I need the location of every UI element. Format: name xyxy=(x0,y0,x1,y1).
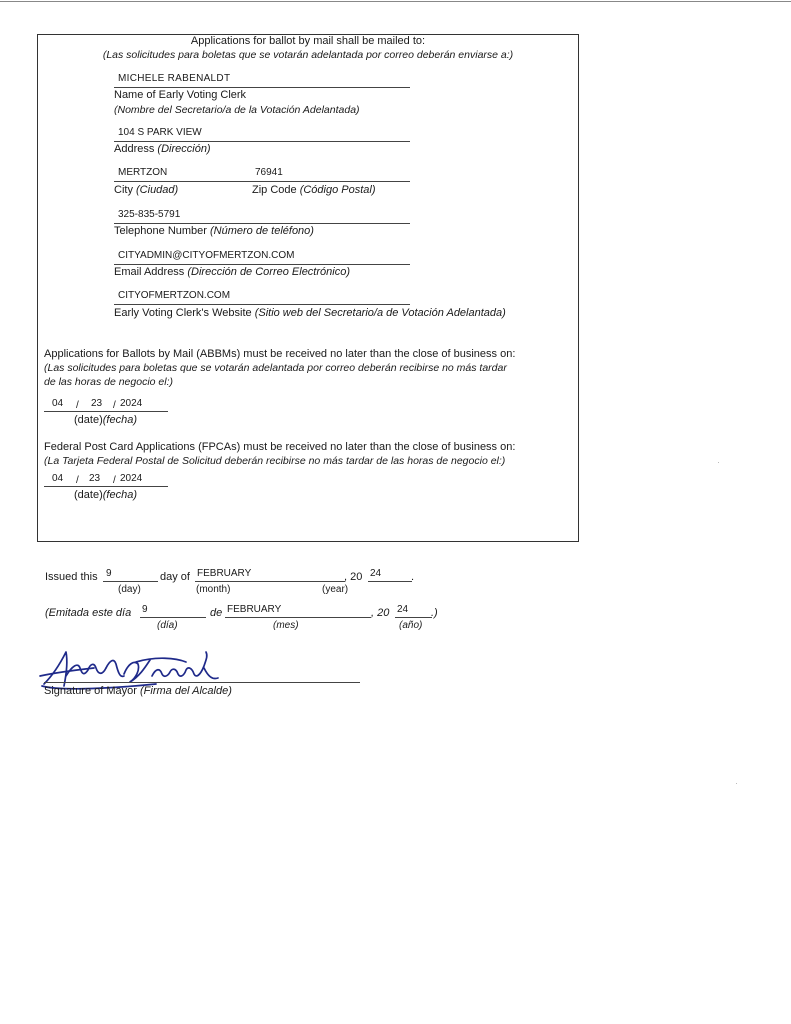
issued-es-prefix: (Emitada este día xyxy=(45,607,132,619)
issued-es-year-label: (año) xyxy=(399,620,423,631)
issued-day-line xyxy=(103,581,158,582)
website-label-es: (Sitio web del Secretario/a de Votación Adelantada) xyxy=(254,307,506,319)
phone-label xyxy=(114,225,314,237)
header-title-es: (Las solicitudes para boletas que se votarán adelantada por correo deberán enviarse a:) xyxy=(102,49,514,61)
address-label-es: (Dirección) xyxy=(157,143,211,155)
issued-month-line xyxy=(195,581,345,582)
city-label-en: City xyxy=(114,184,133,196)
issued-day-value: 9 xyxy=(106,568,112,579)
clerk-name-label-es: (Nombre del Secretario/a de la Votación Adelantada) xyxy=(114,104,360,116)
issued-year-line xyxy=(368,581,412,582)
issued-es-month-label: (mes) xyxy=(273,620,299,631)
zip-label-en: Zip Code xyxy=(252,184,297,196)
website-value: CITYOFMERTZON.COM xyxy=(118,290,231,301)
phone-line xyxy=(114,223,410,224)
fpca-year: 2024 xyxy=(120,473,143,484)
page-top-rule xyxy=(0,1,791,2)
zip-label-es: (Código Postal) xyxy=(299,184,376,196)
signature-label-en: Signature of Mayor xyxy=(44,685,137,697)
clerk-name-line xyxy=(114,87,410,88)
fpca-deadline-text: Federal Post Card Applications (FPCAs) must be received no later than the close of business on: xyxy=(44,441,516,453)
issued-prefix: Issued this xyxy=(45,571,98,583)
email-label-es: (Dirección de Correo Electrónico) xyxy=(187,266,350,278)
website-label xyxy=(114,307,506,319)
issued-period: . xyxy=(411,571,415,583)
scan-speck xyxy=(736,783,737,784)
issued-es-de: de xyxy=(210,607,223,619)
issued-day-label: (day) xyxy=(118,584,141,595)
fpca-day: 23 xyxy=(89,473,101,484)
abbm-date-label-es: (fecha) xyxy=(102,414,137,426)
issued-es-year-line xyxy=(395,617,432,618)
issued-year-label: (year) xyxy=(322,584,349,595)
fpca-date-label-es: (fecha) xyxy=(102,489,137,501)
website-label-en: Early Voting Clerk's Website xyxy=(114,307,252,319)
city-label-es: (Ciudad) xyxy=(136,184,179,196)
phone-value: 325-835-5791 xyxy=(118,209,181,220)
email-line xyxy=(114,264,410,265)
abbm-month: 04 xyxy=(52,398,64,409)
address-label xyxy=(114,143,211,155)
abbm-deadline-text: Applications for Ballots by Mail (ABBMs) must be received no later than the close of business on: xyxy=(44,348,516,360)
email-label xyxy=(114,266,350,278)
clerk-name-label: Name of Early Voting Clerk xyxy=(114,89,247,101)
issued-es-day-label: (día) xyxy=(157,620,178,631)
phone-label-en: Telephone Number xyxy=(114,225,207,237)
abbm-deadline-text-es-1: (Las solicitudes para boletas que se votarán adelantada por correo deberán recibirse no más tardar xyxy=(44,362,507,374)
city-value: MERTZON xyxy=(118,167,168,178)
fpca-month: 04 xyxy=(52,473,64,484)
abbm-date-line xyxy=(44,411,168,412)
fpca-slash-1: / xyxy=(76,475,79,486)
zip-value: 76941 xyxy=(255,167,283,178)
email-label-en: Email Address xyxy=(114,266,185,278)
issued-month-label: (month) xyxy=(196,584,231,595)
fpca-date-label-en: (date) xyxy=(74,489,103,501)
address-line xyxy=(114,141,410,142)
abbm-slash-2: / xyxy=(113,400,116,411)
fpca-slash-2: / xyxy=(113,475,116,486)
abbm-date-label-en: (date) xyxy=(74,414,103,426)
abbm-deadline-text-es-2: de las horas de negocio el:) xyxy=(44,376,173,388)
zip-label xyxy=(252,184,376,196)
issued-year-value: 24 xyxy=(370,568,382,579)
signature-label-es: (Firma del Alcalde) xyxy=(140,685,232,697)
issued-es-year-value: 24 xyxy=(397,604,409,615)
abbm-day: 23 xyxy=(91,398,103,409)
signature-label xyxy=(44,685,232,697)
signature-line xyxy=(44,682,360,683)
clerk-name-value: MICHELE RABENALDT xyxy=(118,73,231,84)
issued-day-of: day of xyxy=(160,571,190,583)
fpca-deadline-text-es: (La Tarjeta Federal Postal de Solicitud deberán recibirse no más tardar de las horas de negocio el:) xyxy=(44,455,506,467)
fpca-date-line xyxy=(44,486,168,487)
abbm-year: 2024 xyxy=(120,398,143,409)
address-label-en: Address xyxy=(114,143,155,155)
email-value: CITYADMIN@CITYOFMERTZON.COM xyxy=(118,250,295,261)
abbm-slash-1: / xyxy=(76,400,79,411)
issued-es-year-prefix: , 20 xyxy=(371,607,390,619)
issued-es-suffix: .) xyxy=(431,607,438,619)
city-zip-line xyxy=(114,181,410,182)
phone-label-es: (Número de teléfono) xyxy=(210,225,314,237)
city-label xyxy=(114,184,178,196)
issued-es-day-line xyxy=(140,617,206,618)
header-title: Applications for ballot by mail shall be mailed to: xyxy=(190,35,426,47)
scan-speck xyxy=(718,462,719,463)
issued-es-month-line xyxy=(225,617,371,618)
issued-year-prefix: , 20 xyxy=(344,571,363,583)
issued-es-month-value: FEBRUARY xyxy=(227,604,282,615)
fpca-date-label xyxy=(74,489,137,501)
website-line xyxy=(114,304,410,305)
abbm-date-label xyxy=(74,414,137,426)
issued-es-day-value: 9 xyxy=(142,604,148,615)
address-value: 104 S PARK VIEW xyxy=(118,127,202,138)
issued-month-value: FEBRUARY xyxy=(197,568,252,579)
